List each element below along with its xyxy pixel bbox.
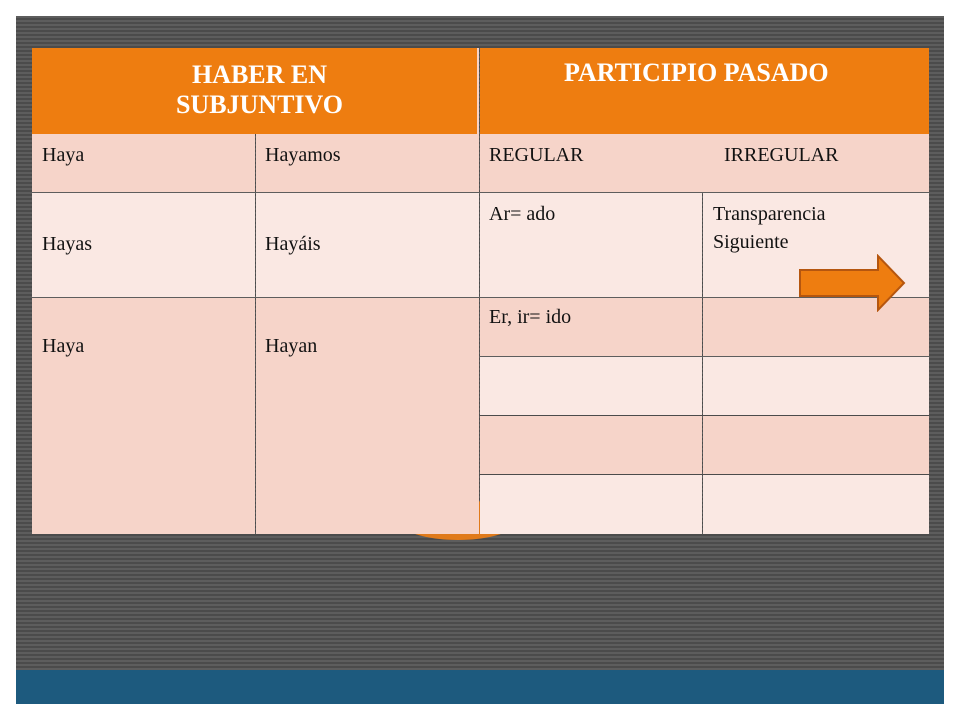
footer-band <box>16 670 944 704</box>
cell-r2-c-text: Ar= ado <box>489 203 556 225</box>
cell-r2-c <box>480 193 702 297</box>
cell-r1-a-text: Haya <box>42 144 85 166</box>
cell-r3-a <box>32 298 255 534</box>
header-participio-text: PARTICIPIO PASADO <box>564 58 829 87</box>
cell-r3-a-text: Haya <box>42 335 85 357</box>
cell-r1-c <box>480 134 929 192</box>
cell-r1-b <box>256 134 479 192</box>
cell-r6-d <box>703 475 929 534</box>
cell-r2-b <box>256 193 479 297</box>
cell-r5-d <box>703 416 929 474</box>
cell-r3-b-text: Hayan <box>265 335 318 357</box>
right-arrow-icon[interactable] <box>798 254 906 312</box>
cell-r2-b-text: Hayáis <box>265 233 321 255</box>
cell-r4-d <box>703 357 929 415</box>
cell-r5-c <box>480 416 702 474</box>
cell-r2-a <box>32 193 255 297</box>
conjugation-table <box>32 48 929 534</box>
cell-r4-c <box>480 357 702 415</box>
header-participio <box>480 48 929 134</box>
cell-r1-c-text: REGULAR <box>489 144 584 166</box>
header-haber-text: HABER EN SUBJUNTIVO <box>175 60 344 119</box>
cell-r3-c <box>480 298 702 356</box>
header-haber <box>32 48 479 134</box>
cell-r2-d-line2: Siguiente <box>713 231 789 253</box>
arrow-shape[interactable] <box>800 256 904 310</box>
cell-r1-a <box>32 134 255 192</box>
cell-r2-d-line1: Transparencia <box>713 203 826 225</box>
cell-r3-b <box>256 298 479 534</box>
cell-r1-d-text: IRREGULAR <box>724 144 839 166</box>
cell-r1-b-text: Hayamos <box>265 144 341 166</box>
cell-r3-c-text: Er, ir= ido <box>489 306 572 328</box>
cell-r2-a-text: Hayas <box>42 233 92 255</box>
cell-r6-c <box>480 475 702 534</box>
